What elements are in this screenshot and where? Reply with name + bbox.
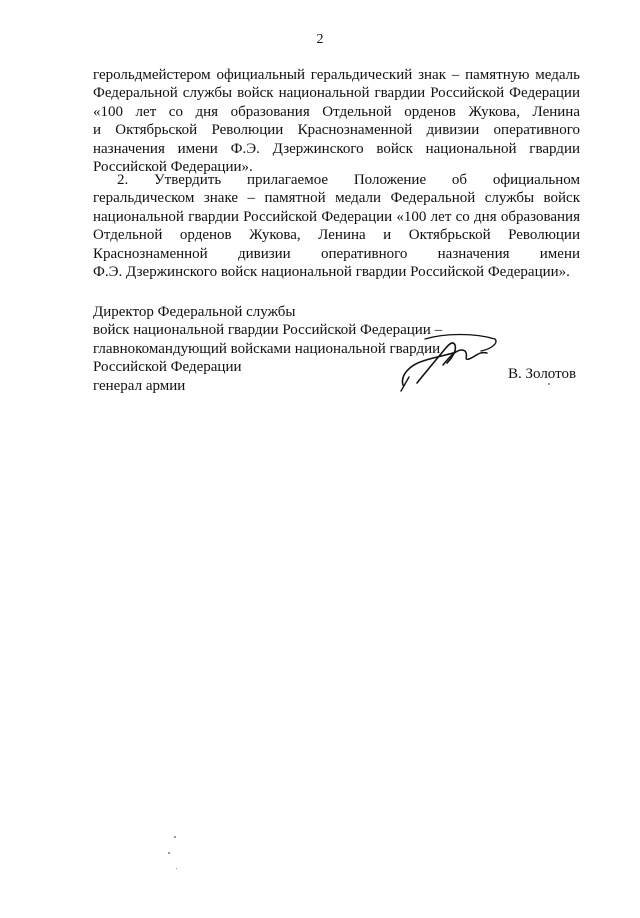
signatory-title <box>93 303 442 395</box>
paragraph-line: 2. Утвердить прилагаемое Положение об официальном <box>117 172 580 188</box>
signatory-title-line: главнокомандующий войсками национальной гвардии <box>93 340 441 357</box>
signatory-title-line: генерал армии <box>93 377 186 394</box>
paragraph-line: герольдмейстером официальный геральдический знак – памятную медаль <box>93 67 580 83</box>
paragraph-line: Российской Федерации». <box>93 158 253 175</box>
scan-speck <box>174 836 176 838</box>
signatory-title-line: Директор Федеральной службы <box>93 304 296 320</box>
signatory-title-line: Российской Федерации <box>93 359 242 376</box>
paragraph-2 <box>93 171 580 281</box>
paragraph-line: национальной гвардии Российской Федерации «100 лет со дня образования <box>93 208 580 225</box>
page-number: 2 <box>316 32 324 47</box>
signer-name: В. Золотов <box>508 366 577 382</box>
scan-speck <box>168 852 170 854</box>
scan-speck <box>548 383 550 385</box>
paragraph-line: Отдельной орденов Жукова, Ленина и Октябрьской Революции <box>93 227 580 244</box>
signatory-title-line: войск национальной гвардии Российской Федерации – <box>93 322 443 339</box>
handwritten-signature <box>395 325 500 395</box>
scan-speck <box>176 868 177 869</box>
paragraph-line: геральдическом знаке – памятной медали Федеральной службы войск <box>93 190 580 207</box>
paragraph-line: Федеральной службы войск национальной гвардии Российской Федерации <box>93 85 580 102</box>
paragraph-1 <box>93 66 580 176</box>
paragraph-line: Краснознаменной дивизии оперативного назначения имени <box>93 245 580 262</box>
paragraph-line: назначения имени Ф.Э. Дзержинского войск национальной гвардии <box>93 140 580 157</box>
paragraph-line: «100 лет со дня образования Отдельной орденов Жукова, Ленина <box>93 103 580 120</box>
paragraph-line: и Октябрьской Революции Краснознаменной дивизии оперативного <box>93 122 580 139</box>
paragraph-line: Ф.Э. Дзержинского войск национальной гвардии Российской Федерации». <box>93 263 570 280</box>
